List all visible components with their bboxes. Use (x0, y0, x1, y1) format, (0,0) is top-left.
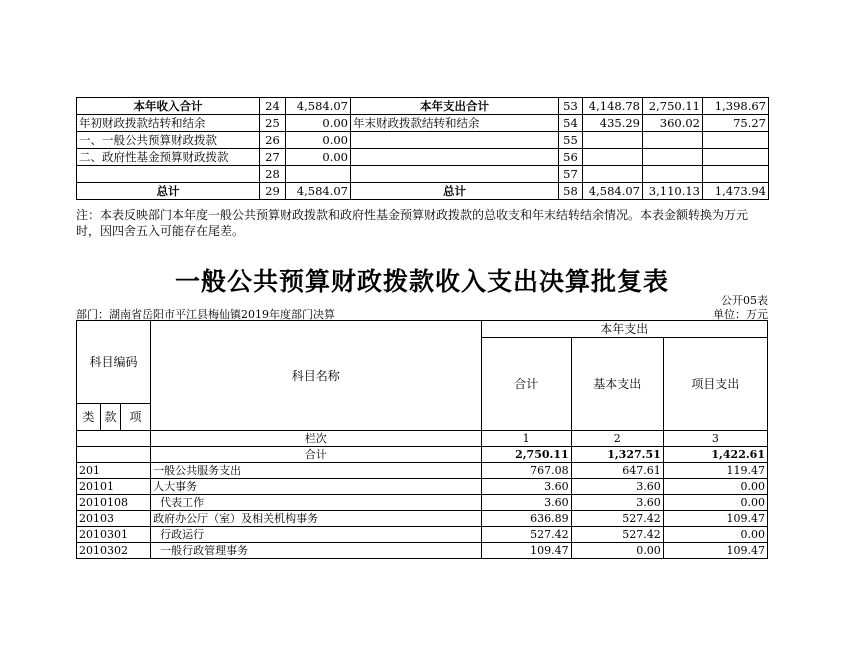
expense-total (583, 149, 643, 166)
total-value-2: 1,327.51 (571, 447, 663, 463)
col-num-1: 1 (481, 431, 571, 447)
value-total: 3.60 (481, 479, 571, 495)
col-num-3: 3 (663, 431, 767, 447)
income-label: 总计 (77, 183, 260, 200)
value-basic: 527.42 (571, 527, 663, 543)
total-value-3: 1,422.61 (663, 447, 767, 463)
value-basic: 3.60 (571, 495, 663, 511)
table-row (77, 527, 768, 543)
value-total: 3.60 (481, 495, 571, 511)
expense-total: 435.29 (583, 115, 643, 132)
value-total: 109.47 (481, 543, 571, 559)
subject-name: 政府办公厅（室）及相关机构事务 (151, 511, 481, 527)
sub-xiang: 项 (121, 404, 151, 431)
subject-name: 一般行政管理事务 (151, 543, 481, 559)
income-value (286, 166, 351, 183)
expense-label (351, 132, 559, 149)
income-row-no: 29 (260, 183, 286, 200)
col-code-header: 科目编码 (77, 321, 151, 404)
col-basic-header: 基本支出 (571, 338, 663, 431)
table-note: 注：本表反映部门本年度一般公共预算财政拨款和政府性基金预算财政拨款的总收支和年末结转结余情况。本表金额转换为万元时，因四舍五入可能存在尾差。 (76, 208, 749, 238)
expense-label (351, 166, 559, 183)
expense-total (583, 166, 643, 183)
expense-basic: 2,750.11 (643, 98, 703, 115)
subject-code: 20101 (77, 479, 151, 495)
income-label: 本年收入合计 (77, 98, 260, 115)
income-row-no: 28 (260, 166, 286, 183)
expense-project: 1,398.67 (703, 98, 769, 115)
income-row-no: 25 (260, 115, 286, 132)
income-row-no: 26 (260, 132, 286, 149)
summary-row (77, 98, 769, 115)
value-basic: 3.60 (571, 479, 663, 495)
income-value: 0.00 (286, 149, 351, 166)
unit-label: 单位：万元 (713, 308, 768, 321)
expense-project: 75.27 (703, 115, 769, 132)
expense-basic: 3,110.13 (643, 183, 703, 200)
table-row (77, 511, 768, 527)
expense-row-no: 55 (559, 132, 583, 149)
subject-name: 行政运行 (151, 527, 481, 543)
income-label: 一、一般公共预算财政拨款 (77, 132, 260, 149)
subject-name: 人大事务 (151, 479, 481, 495)
value-project: 0.00 (663, 479, 767, 495)
expense-basic (643, 149, 703, 166)
income-label (77, 166, 260, 183)
value-total: 636.89 (481, 511, 571, 527)
lanci-label: 栏次 (151, 431, 481, 447)
col-total-header: 合计 (481, 338, 571, 431)
subject-code: 2010301 (77, 527, 151, 543)
subject-code: 2010302 (77, 543, 151, 559)
expense-row-no: 53 (559, 98, 583, 115)
income-label: 二、政府性基金预算财政拨款 (77, 149, 260, 166)
total-label: 合计 (151, 447, 481, 463)
expense-label (351, 149, 559, 166)
sub-lei: 类 (77, 404, 101, 431)
sub-kuan: 款 (101, 404, 121, 431)
income-value: 0.00 (286, 115, 351, 132)
table-tag: 公开05表 (721, 294, 768, 307)
expense-project: 1,473.94 (703, 183, 769, 200)
expense-total (583, 132, 643, 149)
value-project: 119.47 (663, 463, 767, 479)
income-row-no: 24 (260, 98, 286, 115)
summary-row (77, 149, 769, 166)
value-basic: 0.00 (571, 543, 663, 559)
value-total: 767.08 (481, 463, 571, 479)
expense-basic (643, 132, 703, 149)
expense-row-no: 54 (559, 115, 583, 132)
expense-total: 4,148.78 (583, 98, 643, 115)
expense-project (703, 149, 769, 166)
expense-row-no: 57 (559, 166, 583, 183)
income-row-no: 27 (260, 149, 286, 166)
value-total: 527.42 (481, 527, 571, 543)
table-row (77, 479, 768, 495)
income-value: 0.00 (286, 132, 351, 149)
subject-code: 201 (77, 463, 151, 479)
summary-table (76, 97, 769, 200)
summary-row (77, 132, 769, 149)
lanci-row (77, 431, 768, 447)
expense-total: 4,584.07 (583, 183, 643, 200)
table-row (77, 463, 768, 479)
total-row (77, 447, 768, 463)
summary-row (77, 166, 769, 183)
subject-name: 一般公共服务支出 (151, 463, 481, 479)
expense-row-no: 56 (559, 149, 583, 166)
col-year-header: 本年支出 (481, 321, 767, 338)
appropriation-table (76, 320, 768, 559)
expense-label: 年末财政拨款结转和结余 (351, 115, 559, 132)
value-project: 0.00 (663, 495, 767, 511)
expense-project (703, 132, 769, 149)
col-num-2: 2 (571, 431, 663, 447)
expense-row-no: 58 (559, 183, 583, 200)
table-row (77, 543, 768, 559)
expense-basic (643, 166, 703, 183)
value-project: 109.47 (663, 543, 767, 559)
summary-row (77, 183, 769, 200)
table-row (77, 495, 768, 511)
subject-code: 2010108 (77, 495, 151, 511)
value-basic: 647.61 (571, 463, 663, 479)
value-project: 109.47 (663, 511, 767, 527)
col-project-header: 项目支出 (663, 338, 767, 431)
col-name-header: 科目名称 (151, 321, 481, 431)
income-label: 年初财政拨款结转和结余 (77, 115, 260, 132)
expense-basic: 360.02 (643, 115, 703, 132)
subject-code: 20103 (77, 511, 151, 527)
total-value-1: 2,750.11 (481, 447, 571, 463)
expense-label: 本年支出合计 (351, 98, 559, 115)
summary-row (77, 115, 769, 132)
value-basic: 527.42 (571, 511, 663, 527)
income-value: 4,584.07 (286, 183, 351, 200)
page-title: 一般公共预算财政拨款收入支出决算批复表 (174, 267, 669, 296)
expense-project (703, 166, 769, 183)
department-label: 部门：湖南省岳阳市平江县梅仙镇2019年度部门决算 (76, 308, 335, 321)
expense-label: 总计 (351, 183, 559, 200)
income-value: 4,584.07 (286, 98, 351, 115)
subject-name: 代表工作 (151, 495, 481, 511)
header-row-1 (77, 321, 768, 338)
value-project: 0.00 (663, 527, 767, 543)
